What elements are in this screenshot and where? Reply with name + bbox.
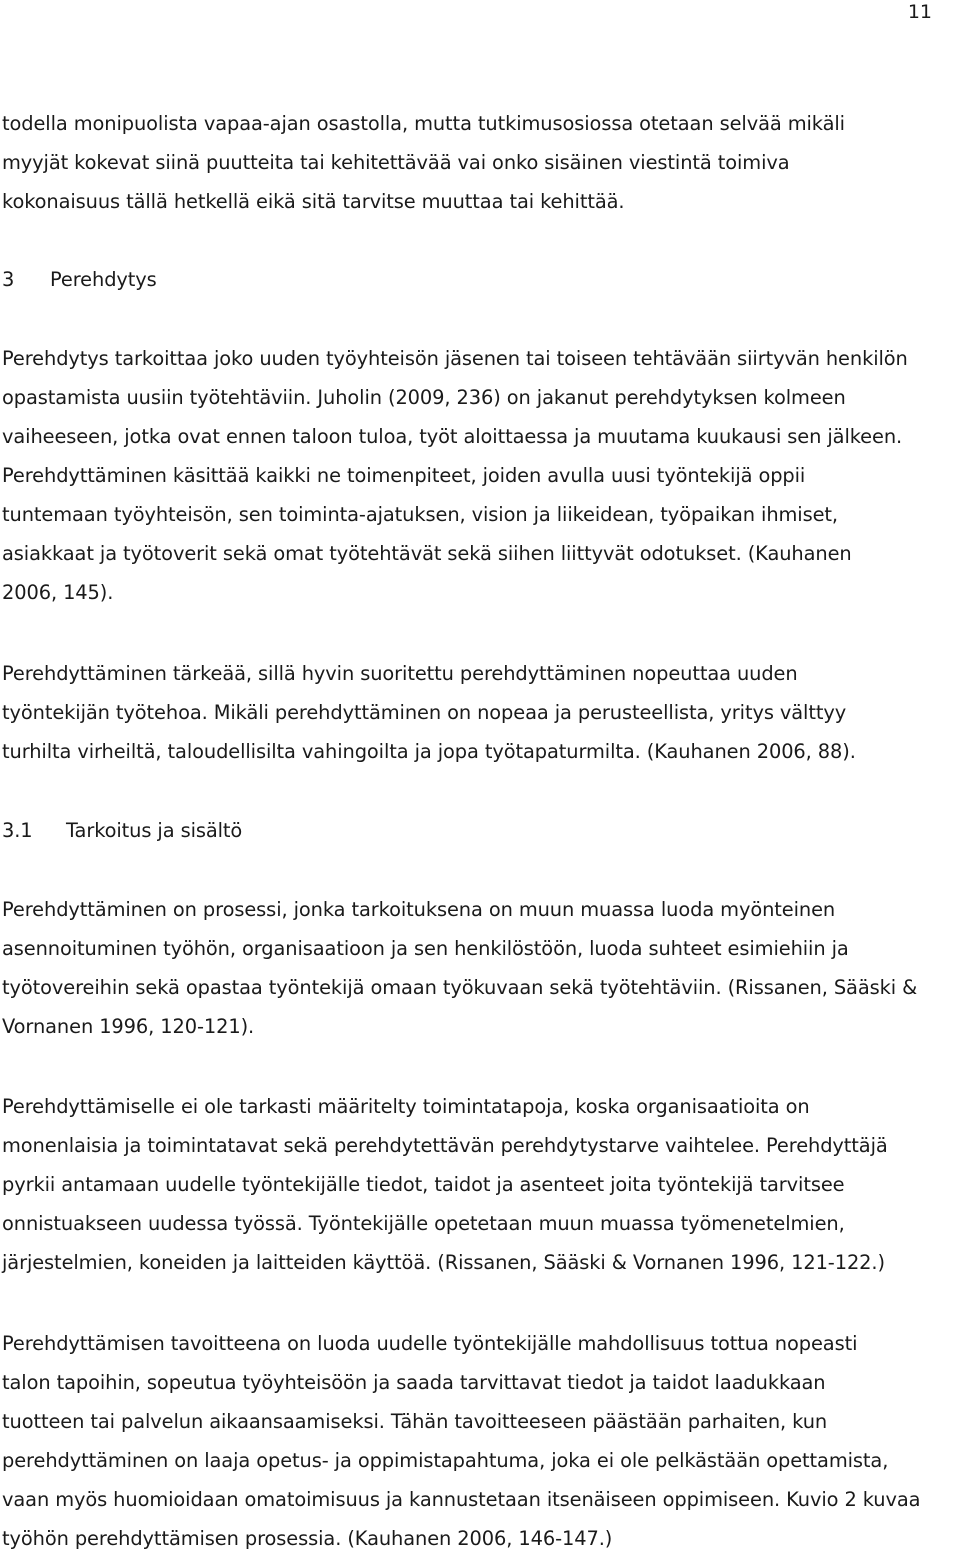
section-title: Tarkoitus ja sisältö — [66, 819, 243, 842]
text-line: perehdyttäminen on laaja opetus- ja oppimistapahtuma, joka ei ole pelkästään opettamista, — [2, 1449, 889, 1472]
text-line: työntekijän työtehoa. Mikäli perehdyttäminen on nopeaa ja perusteellista, yritys välttyy — [2, 701, 847, 724]
text-line: turhilta virheiltä, taloudellisilta vahingoilta ja jopa työtapaturmilta. (Kauhanen 2006, 88). — [2, 740, 856, 763]
text-line: Vornanen 1996, 120-121). — [2, 1015, 255, 1038]
text-line: asennoituminen työhön, organisaatioon ja sen henkilöstöön, luoda suhteet esimiehiin ja — [2, 937, 849, 960]
section-title: Perehdytys — [50, 268, 157, 291]
text-line: työhön perehdyttämisen prosessia. (Kauhanen 2006, 146-147.) — [2, 1527, 613, 1550]
text-line: Perehdyttämiselle ei ole tarkasti määritelty toimintatapoja, koska organisaatioita on — [2, 1095, 810, 1118]
text-line: opastamista uusiin työtehtäviin. Juholin (2009, 236) on jakanut perehdytyksen kolmeen — [2, 386, 846, 409]
text-line: myyjät kokevat siinä puutteita tai kehitettävää vai onko sisäinen viestintä toimiva — [2, 151, 790, 174]
text-line: Perehdyttäminen on prosessi, jonka tarkoituksena on muun muassa luoda myönteinen — [2, 898, 836, 921]
text-line: työtovereihin sekä opastaa työntekijä omaan työkuvaan sekä työtehtäviin. (Rissanen, Sääski & — [2, 976, 918, 999]
section-number: 3.1 — [2, 819, 33, 842]
text-line: järjestelmien, koneiden ja laitteiden käyttöä. (Rissanen, Sääski & Vornanen 1996, 121-122.) — [2, 1251, 885, 1274]
text-line: pyrkii antamaan uudelle työntekijälle tiedot, taidot ja asenteet joita työntekijä tarvitsee — [2, 1173, 845, 1196]
text-line: todella monipuolista vapaa-ajan osastolla, mutta tutkimusosiossa otetaan selvää mikäli — [2, 112, 845, 135]
text-line: tuntemaan työyhteisön, sen toiminta-ajatuksen, vision ja liikeidean, työpaikan ihmiset, — [2, 503, 838, 526]
text-line: monenlaisia ja toimintatavat sekä perehdytettävän perehdytystarve vaihtelee. Perehdyttäjä — [2, 1134, 888, 1157]
subsection-heading — [2, 818, 242, 844]
text-line: 2006, 145). — [2, 581, 114, 604]
text-line: Perehdyttäminen käsittää kaikki ne toimenpiteet, joiden avulla uusi työntekijä oppii — [2, 464, 806, 487]
text-line: vaiheeseen, jotka ovat ennen taloon tuloa, työt aloittaessa ja muutama kuukausi sen jälkeen. — [2, 425, 903, 448]
text-line: asiakkaat ja työtoverit sekä omat työtehtävät sekä siihen liittyvät odotukset. (Kauhanen — [2, 542, 852, 565]
text-line: tuotteen tai palvelun aikaansaamiseksi. Tähän tavoitteeseen päästään parhaiten, kun — [2, 1410, 828, 1433]
text-line: onnistuakseen uudessa työssä. Työntekijälle opetetaan muun muassa työmenetelmien, — [2, 1212, 845, 1235]
section-number: 3 — [2, 268, 15, 291]
text-line: Perehdyttämisen tavoitteena on luoda uudelle työntekijälle mahdollisuus tottua nopeasti — [2, 1332, 858, 1355]
text-line: Perehdyttäminen tärkeää, sillä hyvin suoritettu perehdyttäminen nopeuttaa uuden — [2, 662, 798, 685]
text-line: talon tapoihin, sopeutua työyhteisöön ja saada tarvittavat tiedot ja taidot laadukkaan — [2, 1371, 826, 1394]
text-line: Perehdytys tarkoittaa joko uuden työyhteisön jäsenen tai toiseen tehtävään siirtyvän henkilön — [2, 347, 908, 370]
text-line: kokonaisuus tällä hetkellä eikä sitä tarvitse muuttaa tai kehittää. — [2, 190, 625, 213]
page-number: 11 — [907, 1, 932, 23]
text-line: vaan myös huomioidaan omatoimisuus ja kannustetaan itsenäiseen oppimiseen. Kuvio 2 kuvaa — [2, 1488, 921, 1511]
section-heading — [2, 267, 157, 293]
